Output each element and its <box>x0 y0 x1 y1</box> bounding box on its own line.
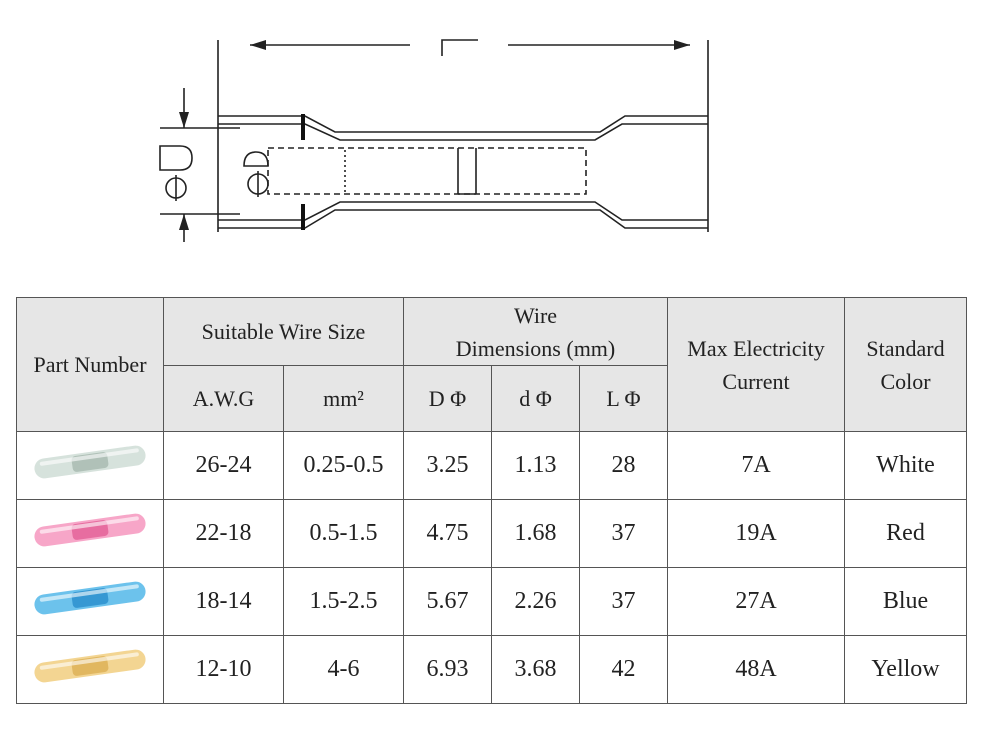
cell-mm2: 0.5-1.5 <box>284 500 404 568</box>
table-row <box>17 568 967 636</box>
cell-length: 37 <box>580 500 668 568</box>
cell-awg: 22-18 <box>164 500 284 568</box>
cell-awg: 12-10 <box>164 636 284 704</box>
header-length: L Φ <box>580 366 668 432</box>
header-inner-diameter: d Φ <box>492 366 580 432</box>
cell-outer-diameter: 6.93 <box>404 636 492 704</box>
header-standard-color-line2: Color <box>880 368 931 394</box>
table-row <box>17 636 967 704</box>
cell-length: 37 <box>580 568 668 636</box>
cell-inner-diameter: 3.68 <box>492 636 580 704</box>
connector-thumbnail-cell <box>17 568 164 636</box>
cell-inner-diameter: 1.68 <box>492 500 580 568</box>
header-max-current-line2: Current <box>722 368 790 394</box>
header-standard-color-line1: Standard <box>866 335 945 361</box>
cell-awg: 18-14 <box>164 568 284 636</box>
table-row <box>17 500 967 568</box>
connector-image <box>20 568 160 628</box>
header-part-number: Part Number <box>17 298 164 432</box>
cell-max-current: 19A <box>668 500 845 568</box>
cell-length: 28 <box>580 432 668 500</box>
cell-length: 42 <box>580 636 668 704</box>
header-outer-diameter: D Φ <box>404 366 492 432</box>
connector-image <box>20 500 160 560</box>
cell-max-current: 48A <box>668 636 845 704</box>
connector-thumbnail-cell <box>17 636 164 704</box>
cell-standard-color: Blue <box>845 568 967 636</box>
cell-mm2: 0.25-0.5 <box>284 432 404 500</box>
connector-image <box>20 432 160 492</box>
header-wire-dimensions-line2: Dimensions (mm) <box>455 335 616 361</box>
cell-standard-color: White <box>845 432 967 500</box>
cell-outer-diameter: 5.67 <box>404 568 492 636</box>
header-mm2: mm² <box>284 366 404 432</box>
cell-max-current: 7A <box>668 432 845 500</box>
cell-standard-color: Red <box>845 500 967 568</box>
connector-thumbnail-cell <box>17 432 164 500</box>
header-awg: A.W.G <box>164 366 284 432</box>
cell-outer-diameter: 4.75 <box>404 500 492 568</box>
table-row <box>17 432 967 500</box>
connector-image <box>20 636 160 696</box>
cell-inner-diameter: 2.26 <box>492 568 580 636</box>
cell-outer-diameter: 3.25 <box>404 432 492 500</box>
cell-inner-diameter: 1.13 <box>492 432 580 500</box>
header-standard-color <box>845 298 967 432</box>
header-max-current-line1: Max Electricity <box>687 335 825 361</box>
connector-dimension-diagram <box>0 0 1000 290</box>
cell-mm2: 4-6 <box>284 636 404 704</box>
cell-mm2: 1.5-2.5 <box>284 568 404 636</box>
header-wire-size: Suitable Wire Size <box>164 298 404 366</box>
header-wire-dimensions <box>404 298 668 366</box>
header-wire-dimensions-line1: Wire <box>513 302 558 328</box>
specification-table <box>16 297 967 704</box>
cell-max-current: 27A <box>668 568 845 636</box>
connector-thumbnail-cell <box>17 500 164 568</box>
cell-standard-color: Yellow <box>845 636 967 704</box>
header-max-current <box>668 298 845 432</box>
cell-awg: 26-24 <box>164 432 284 500</box>
